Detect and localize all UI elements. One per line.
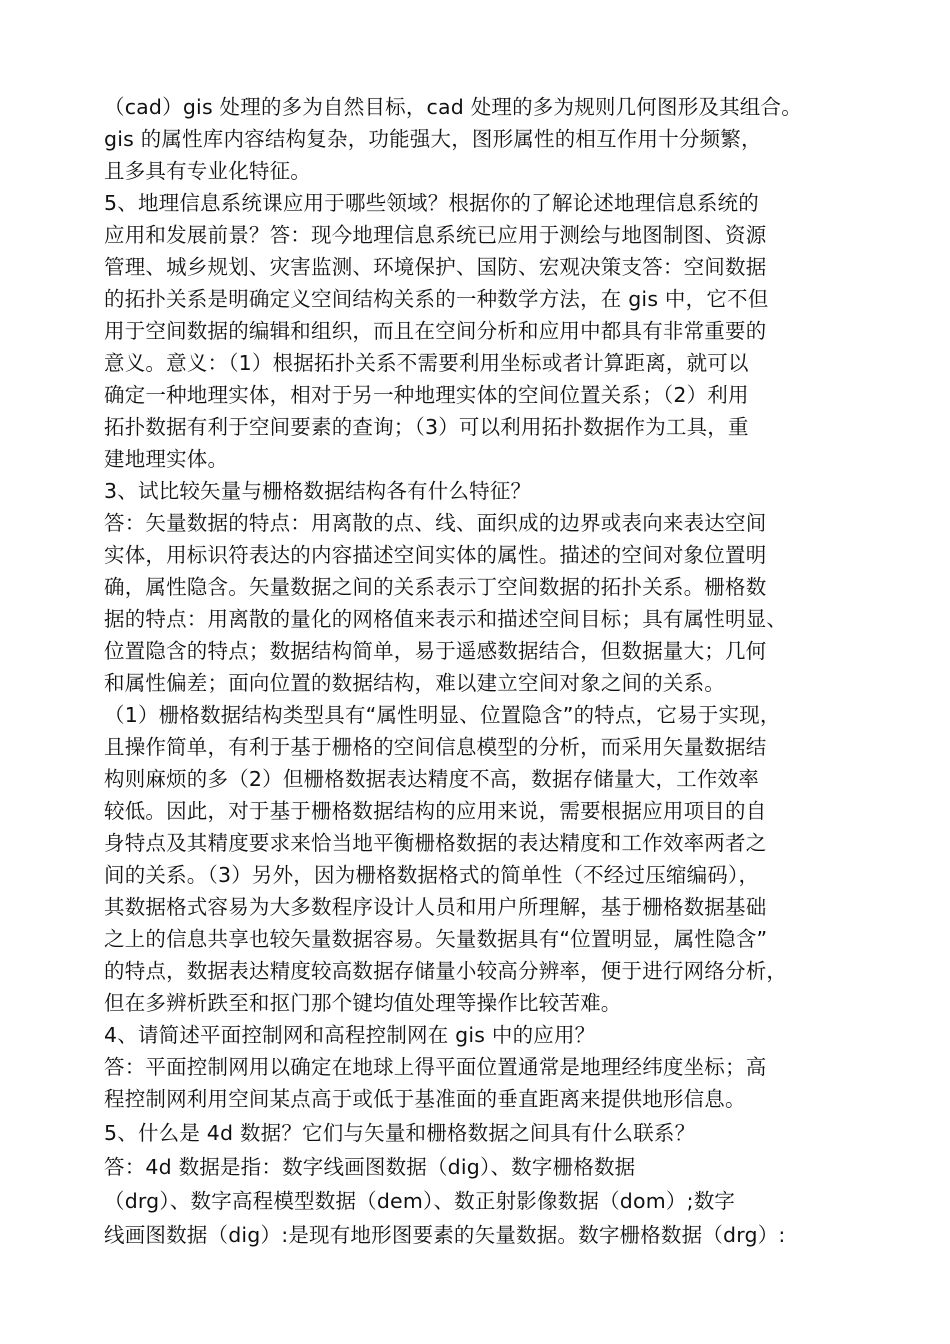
text-line: 位置隐含的特点；数据结构简单，易于遥感数据结合，但数据量大；几何 xyxy=(104,639,767,663)
text-line: 实体，用标识符表达的内容描述空间实体的属性。描述的空间对象位置明 xyxy=(104,543,767,567)
text-line: 身特点及其精度要求来恰当地平衡栅格数据的表达精度和工作效率两者之 xyxy=(104,831,767,855)
text-line: 但在多辨析跌至和抠门那个键均值处理等操作比较苦难。 xyxy=(104,991,622,1015)
text-line: （drg）、数字高程模型数据（dem）、数正射影像数据（dom）;数字 xyxy=(104,1189,736,1213)
text-line: 较低。因此，对于基于栅格数据结构的应用来说，需要根据应用项目的自 xyxy=(104,799,767,823)
text-line: 且多具有专业化特征。 xyxy=(104,159,311,183)
text-line: 构则麻烦的多（2）但栅格数据表达精度不高，数据存储量大，工作效率 xyxy=(104,767,759,791)
text-line: 之上的信息共享也较矢量数据容易。矢量数据具有“位置明显，属性隐含” xyxy=(104,927,768,951)
text-line: （1）栅格数据结构类型具有“属性明显、位置隐含”的特点，它易于实现， xyxy=(104,703,781,727)
text-line: 应用和发展前景？答：现今地理信息系统已应用于测绘与地图制图、资源 xyxy=(104,223,767,247)
text-line: 且操作简单，有利于基于栅格的空间信息模型的分析，而采用矢量数据结 xyxy=(104,735,767,759)
text-line: 意义。意义：（1）根据拓扑关系不需要利用坐标或者计算距离，就可以 xyxy=(104,351,749,375)
text-line: 用于空间数据的编辑和组织，而且在空间分析和应用中都具有非常重要的 xyxy=(104,319,767,343)
text-line: 和属性偏差；面向位置的数据结构，难以建立空间对象之间的关系。 xyxy=(104,671,725,695)
text-line: 其数据格式容易为大多数程序设计人员和用户所理解，基于栅格数据基础 xyxy=(104,895,767,919)
text-line: 线画图数据（dig）:是现有地形图要素的矢量数据。数字栅格数据（drg）: xyxy=(104,1223,786,1247)
text-line: 的特点，数据表达精度较高数据存储量小较高分辨率，便于进行网络分析， xyxy=(104,959,788,983)
text-line: 管理、城乡规划、灾害监测、环境保护、国防、宏观决策支答：空间数据 xyxy=(104,255,767,279)
text-line: 答：矢量数据的特点：用离散的点、线、面织成的边界或表向来表达空间 xyxy=(104,511,767,535)
text-line: gis 的属性库内容结构复杂，功能强大，图形属性的相互作用十分频繁， xyxy=(104,127,762,151)
text-line: 确定一种地理实体，相对于另一种地理实体的空间位置关系；（2）利用 xyxy=(104,383,749,407)
text-line: 程控制网利用空间某点高于或低于基准面的垂直距离来提供地形信息。 xyxy=(104,1087,746,1111)
question-heading: 3、试比较矢量与栅格数据结构各有什么特征？ xyxy=(104,479,532,503)
text-line: 答：平面控制网用以确定在地球上得平面位置通常是地理经纬度坐标；高 xyxy=(104,1055,767,1079)
text-line: 答：4d 数据是指：数字线画图数据（dig）、数字栅格数据 xyxy=(104,1155,636,1179)
text-line: 建地理实体。 xyxy=(104,447,229,471)
text-line: 拓扑数据有利于空间要素的查询；（3）可以利用拓扑数据作为工具，重 xyxy=(104,415,749,439)
text-line: 确，属性隐含。矢量数据之间的关系表示丁空间数据的拓扑关系。栅格数 xyxy=(104,575,767,599)
question-heading: 4、请简述平面控制网和高程控制网在 gis 中的应用？ xyxy=(104,1023,596,1047)
text-line: 间的关系。（3）另外，因为栅格数据格式的简单性（不经过压缩编码）， xyxy=(104,863,760,887)
text-line: 的拓扑关系是明确定义空间结构关系的一种数学方法，在 gis 中，它不但 xyxy=(104,287,769,311)
text-line: 据的特点：用离散的量化的网格值来表示和描述空间目标；具有属性明显、 xyxy=(104,607,788,631)
text-line: （cad）gis 处理的多为自然目标，cad 处理的多为规则几何图形及其组合。 xyxy=(104,95,802,119)
question-heading: 5、什么是 4d 数据？它们与矢量和栅格数据之间具有什么联系？ xyxy=(104,1121,696,1145)
question-heading: 5、地理信息系统课应用于哪些领域？根据你的了解论述地理信息系统的 xyxy=(104,191,759,215)
